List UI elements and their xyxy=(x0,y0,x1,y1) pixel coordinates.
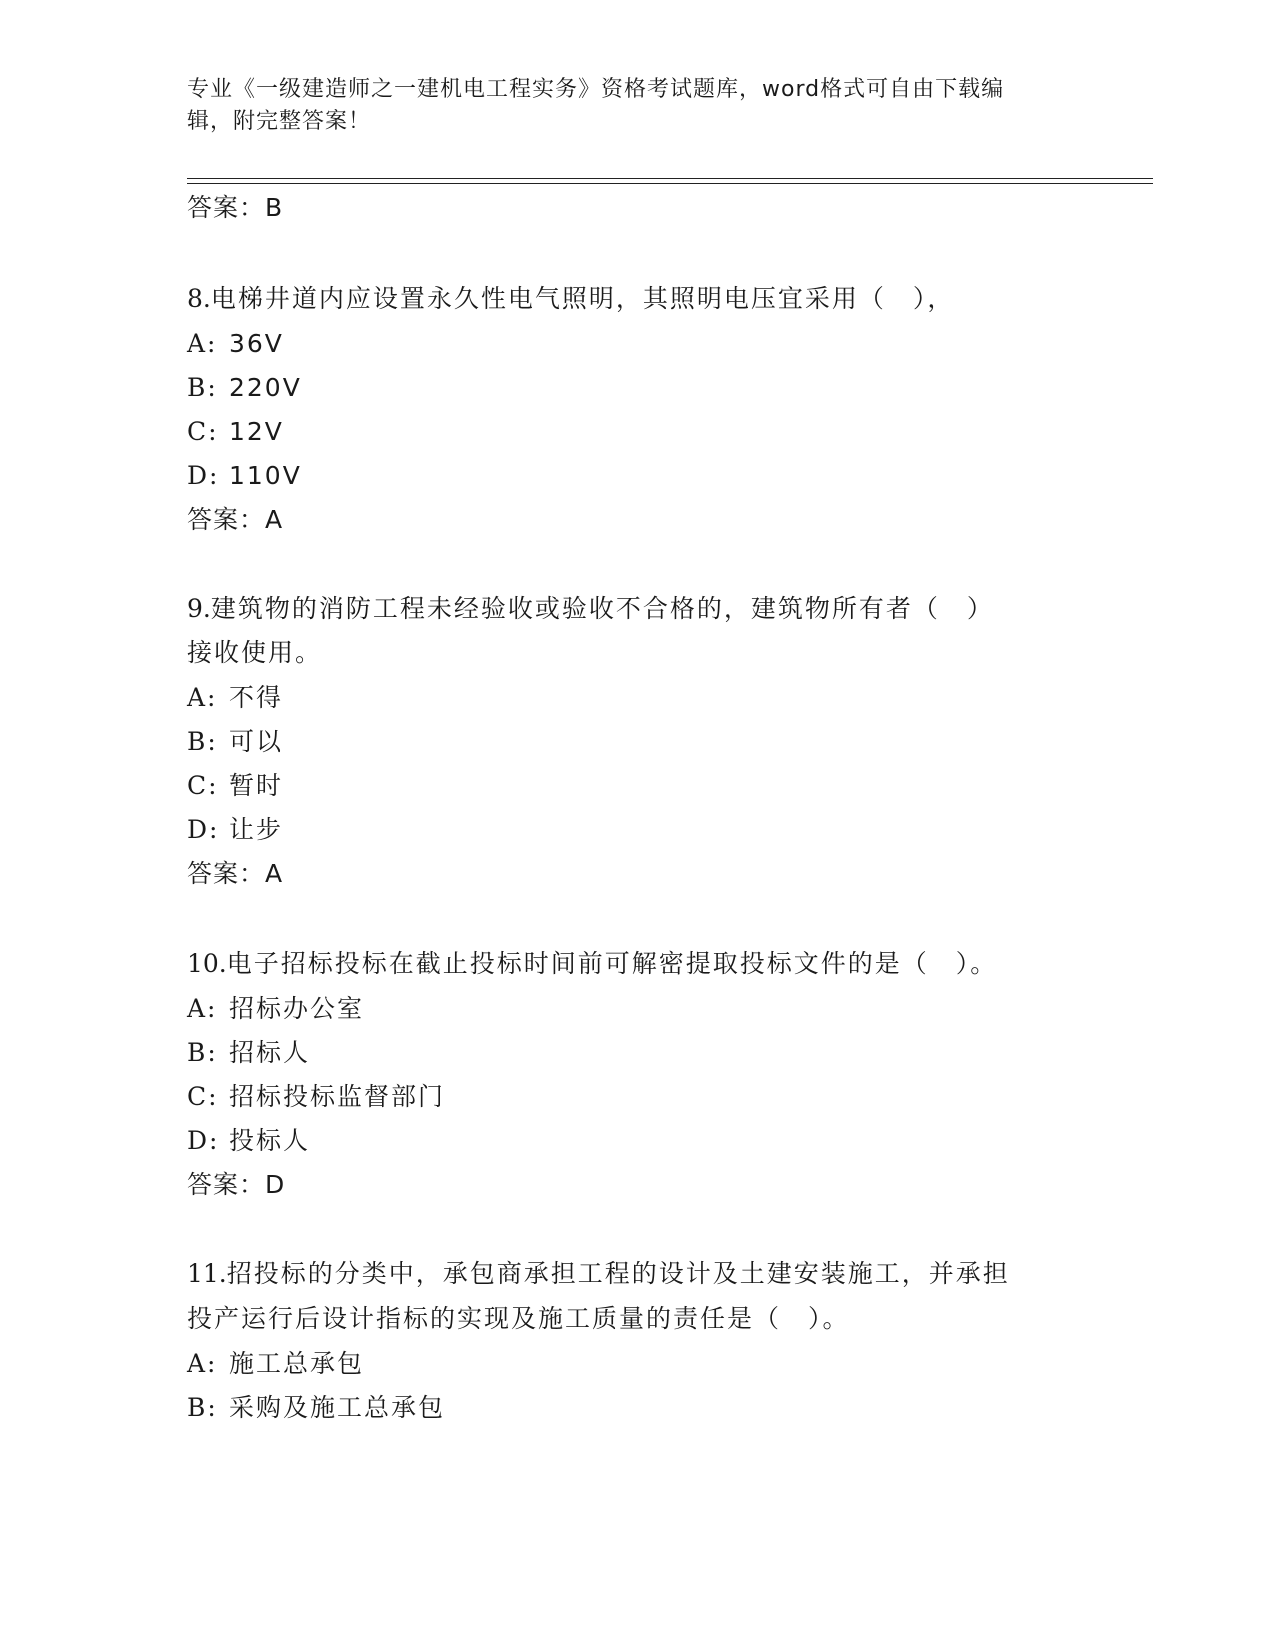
option-text: 招标人 xyxy=(229,1038,311,1067)
option-text: 可以 xyxy=(229,727,284,756)
option-text: 施工总承包 xyxy=(229,1349,365,1378)
option-key: A: xyxy=(187,329,218,358)
question-number: 8. xyxy=(187,284,211,313)
question-9-stem-continued: 接收使用。 xyxy=(187,638,323,667)
option-key: A: xyxy=(187,683,218,712)
question-text: 招投标的分类中，承包商承担工程的设计及土建安装施工，并承担 xyxy=(226,1259,1010,1288)
option-key: B: xyxy=(187,1393,218,1422)
option-text: 采购及施工总承包 xyxy=(229,1393,446,1422)
option-key: A: xyxy=(187,994,218,1023)
question-10-option-a xyxy=(187,994,364,1024)
option-key: D: xyxy=(187,461,220,490)
question-number: 11. xyxy=(187,1259,227,1288)
header-divider-double xyxy=(187,183,1153,184)
question-9-answer: 答案：A xyxy=(187,859,284,888)
answer-line: 答案：B xyxy=(187,193,284,222)
question-9-option-a xyxy=(187,683,283,713)
document-header xyxy=(187,74,1087,138)
question-9-stem xyxy=(187,594,994,624)
question-8-option-d xyxy=(187,461,302,491)
question-9-option-b xyxy=(187,727,283,757)
question-10-answer: 答案：D xyxy=(187,1170,286,1199)
question-8-answer: 答案：A xyxy=(187,505,284,534)
option-key: C: xyxy=(187,417,219,446)
option-text: 招标办公室 xyxy=(229,994,365,1023)
option-text: 让步 xyxy=(229,815,284,844)
option-text: 不得 xyxy=(229,683,284,712)
question-11-option-a xyxy=(187,1349,364,1379)
question-10-option-c xyxy=(187,1082,445,1112)
option-text: 36V xyxy=(229,329,284,358)
question-8-option-a xyxy=(187,329,284,359)
option-key: B: xyxy=(187,727,218,756)
option-key: C: xyxy=(187,771,219,800)
question-8-stem xyxy=(187,284,954,314)
question-number: 10. xyxy=(187,949,227,978)
header-line-2: 辑，附完整答案！ xyxy=(187,109,372,134)
option-text: 220V xyxy=(229,373,302,402)
option-text: 110V xyxy=(229,461,302,490)
question-number: 9. xyxy=(187,594,211,623)
option-key: D: xyxy=(187,1126,220,1155)
question-10-option-b xyxy=(187,1038,310,1068)
option-key: A: xyxy=(187,1349,218,1378)
header-line-1: 专业《一级建造师之一建机电工程实务》资格考试题库，word格式可自由下载编 xyxy=(187,77,1005,102)
option-text: 暂时 xyxy=(229,771,284,800)
question-text: 电梯井道内应设置永久性电气照明，其照明电压宜采用（ ）， xyxy=(210,284,955,313)
question-10-option-d xyxy=(187,1126,310,1156)
option-key: B: xyxy=(187,1038,218,1067)
question-11-stem xyxy=(187,1259,1010,1289)
option-text: 12V xyxy=(229,417,284,446)
option-key: C: xyxy=(187,1082,219,1111)
question-8-option-c xyxy=(187,417,284,447)
question-10-stem xyxy=(187,949,997,979)
question-9-option-d xyxy=(187,815,283,845)
option-key: D: xyxy=(187,815,220,844)
question-11-option-b xyxy=(187,1393,445,1423)
question-9-option-c xyxy=(187,771,283,801)
question-text: 电子招标投标在截止投标时间前可解密提取投标文件的是（ ）。 xyxy=(226,949,998,978)
header-divider xyxy=(187,178,1153,179)
option-text: 投标人 xyxy=(229,1126,311,1155)
question-text: 建筑物的消防工程未经验收或验收不合格的，建筑物所有者（ ） xyxy=(210,594,994,623)
question-8-option-b xyxy=(187,373,302,403)
option-text: 招标投标监督部门 xyxy=(229,1082,446,1111)
question-11-stem-continued: 投产运行后设计指标的实现及施工质量的责任是（ ）。 xyxy=(187,1304,850,1333)
option-key: B: xyxy=(187,373,218,402)
